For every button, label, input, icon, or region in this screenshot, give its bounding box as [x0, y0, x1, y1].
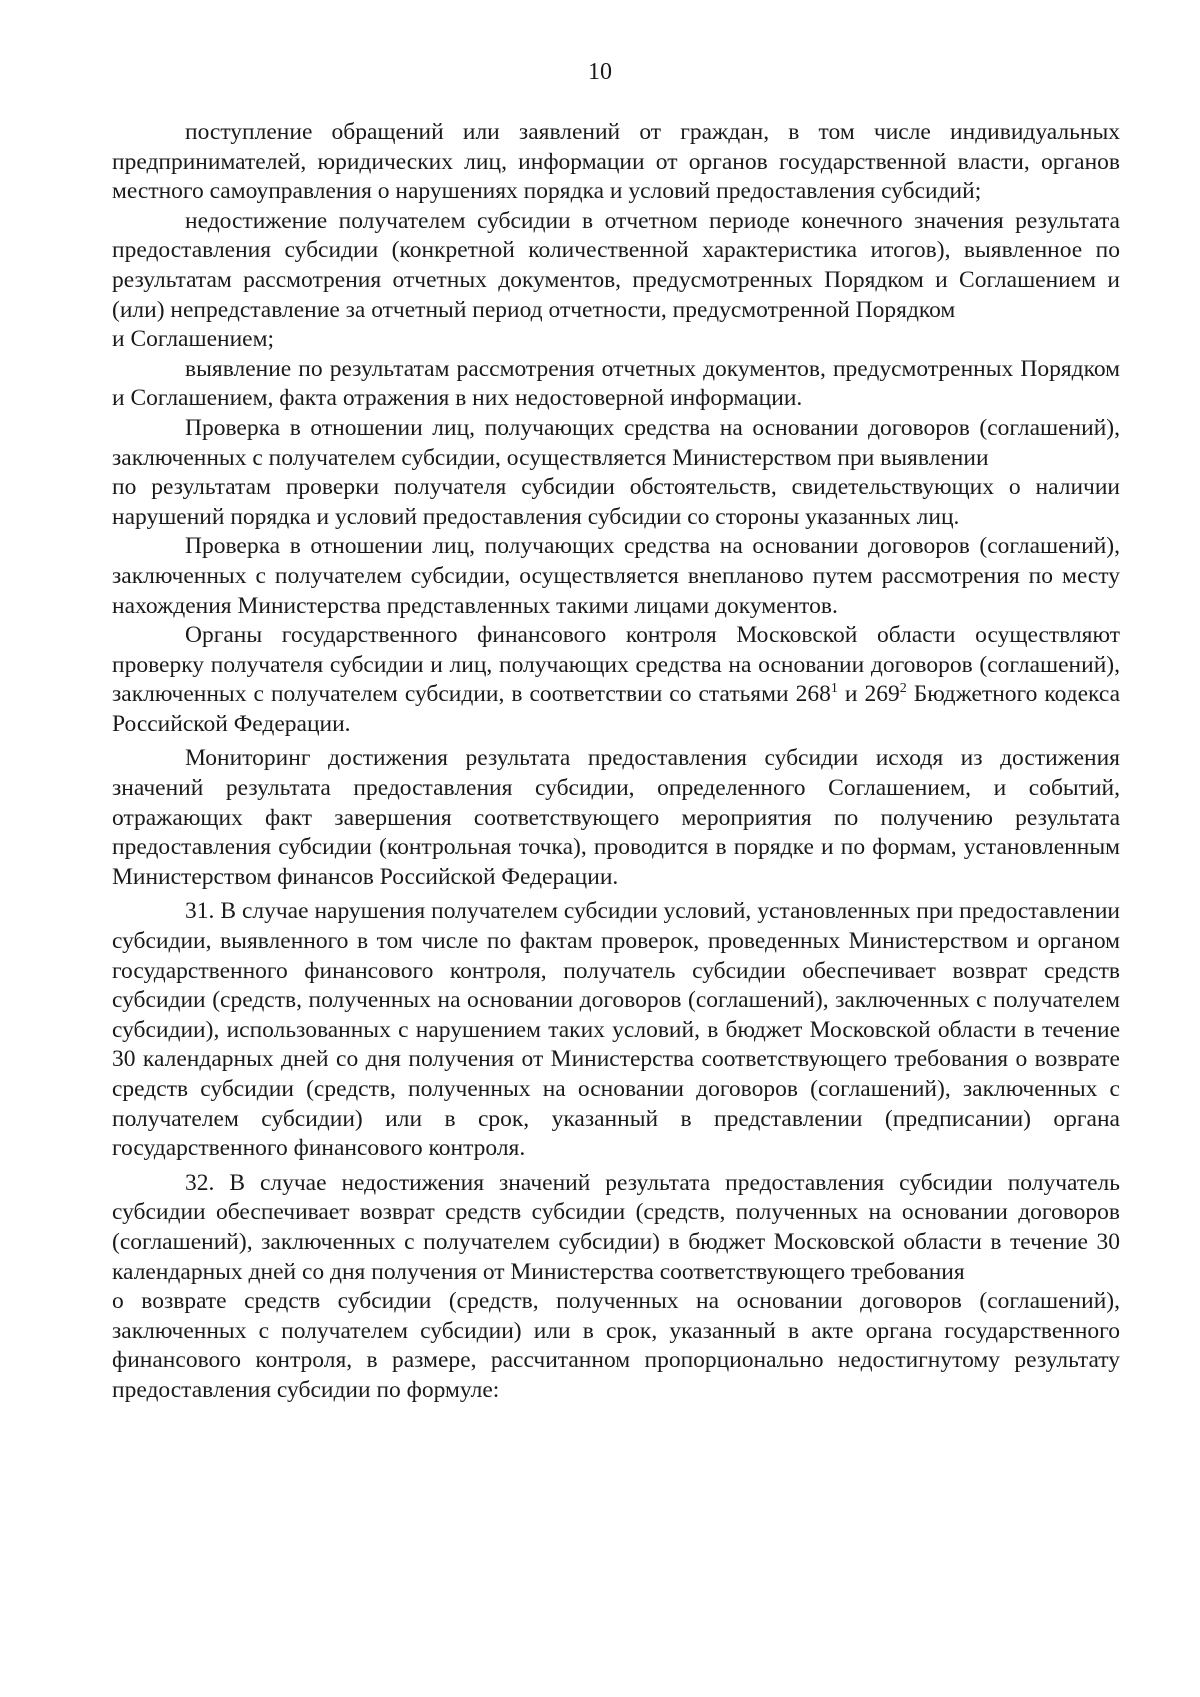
paragraph-monitoring: Мониторинг достижения результата предоставления субсидии исходя из достижения значений результата предоставления субсидии, определенного Соглашением, и событий, отражающих факт завершения соответствующего мероприятия по получению результата предоставления субсидии (контрольная точка), проводится в порядке и по формам, установленным Министерством финансов Российской Федерации. — [112, 745, 1120, 890]
financial-control-text: Органы государственного финансового контроля Московской области осуществляют проверку получателя субсидии и лиц, получающих средства на основании договоров (соглашений), заключенных с получателем субсидии, в соответствии со статьями — [112, 622, 1120, 708]
paragraph-false-information: выявление по результатам рассмотрения отчетных документов, предусмотренных Порядком и Соглашением, факта отражения в них недостоверной информации. — [112, 355, 1120, 412]
paragraph-item-32-end: о возврате средств субсидии (средств, полученных на основании договоров (соглашений), заключенных с получателем субсидии) или в срок, указанный в акте органа государственного финансового контроля, в размере, рассчитанном пропорционально недостигнутому результату предоставления субсидии по формуле: — [112, 1288, 1120, 1403]
paragraph-item-31: 31. В случае нарушения получателем субсидии условий, установленных при предоставлении субсидии, выявленного в том числе по фактам проверок, проведенных Министерством и органом государственного финансового контроля, получатель субсидии обеспечивает возврат средств субсидии (средств, полученных на основании договоров (соглашений), заключенных с получателем субсидии), использованных с нарушением таких условий, в бюджет Московской области в течение 30 календарных дней со дня получения от Министерства соответствующего требования о возврате средств субсидии (средств, полученных на основании договоров (соглашений), заключенных с получателем субсидии) или в срок, указанный в представлении (предписании) органа государственного финансового контроля. — [112, 898, 1120, 1162]
paragraph-inspection-ministry-end: по результатам проверки получателя субсидии обстоятельств, свидетельствующих о наличии нарушений порядка и условий предоставления субсидии со стороны указанных лиц. — [112, 474, 1120, 530]
paragraph-item-32: 32. В случае недостижения значений результата предоставления субсидии получатель субсидии обеспечивает возврат средств субсидии (средств, полученных на основании договоров (соглашений), заключенных с получателем субсидии) в бюджет Московской области в течение 30 календарных дней со дня получения от Министерства соответствующего требования — [112, 1169, 1120, 1285]
paragraph-appeals: поступление обращений или заявлений от граждан, в том числе индивидуальных предпринимателей, юридических лиц, информации от органов государственной власти, органов местного самоуправления о нарушениях порядка и условий предоставления субсидий; — [112, 119, 1120, 205]
document-body — [112, 118, 1120, 1406]
page-number: 10 — [588, 59, 612, 85]
paragraph-inspection-unscheduled: Проверка в отношении лиц, получающих средства на основании договоров (соглашений), заключенных с получателем субсидии, осуществляется внепланово путем рассмотрения по месту нахождения Министерства представленных такими лицами документов. — [112, 533, 1120, 619]
article-268: 268 — [795, 681, 831, 708]
article-connector: и — [837, 681, 865, 708]
paragraph-non-achievement-end: и Соглашением; — [112, 326, 274, 353]
paragraph-financial-control — [112, 621, 1120, 739]
paragraph-inspection-ministry: Проверка в отношении лиц, получающих средства на основании договоров (соглашений), заключенных с получателем субсидии, осуществляется Министерством при выявлении — [112, 414, 1120, 471]
paragraph-non-achievement: недостижение получателем субсидии в отчетном периоде конечного значения результата предоставления субсидии (конкретной количественной характеристика итогов), выявленное по результатам рассмотрения отчетных документов, предусмотренных Порядком и Соглашением и (или) непредставление за отчетный период отчетности, предусмотренной Порядком — [112, 207, 1120, 323]
financial-control-text-end: Бюджетного кодекса Российской Федерации. — [112, 681, 1121, 737]
article-269: 269 — [864, 681, 900, 708]
article-268-superscript: 1 — [830, 681, 838, 697]
article-269-superscript: 2 — [899, 681, 907, 697]
